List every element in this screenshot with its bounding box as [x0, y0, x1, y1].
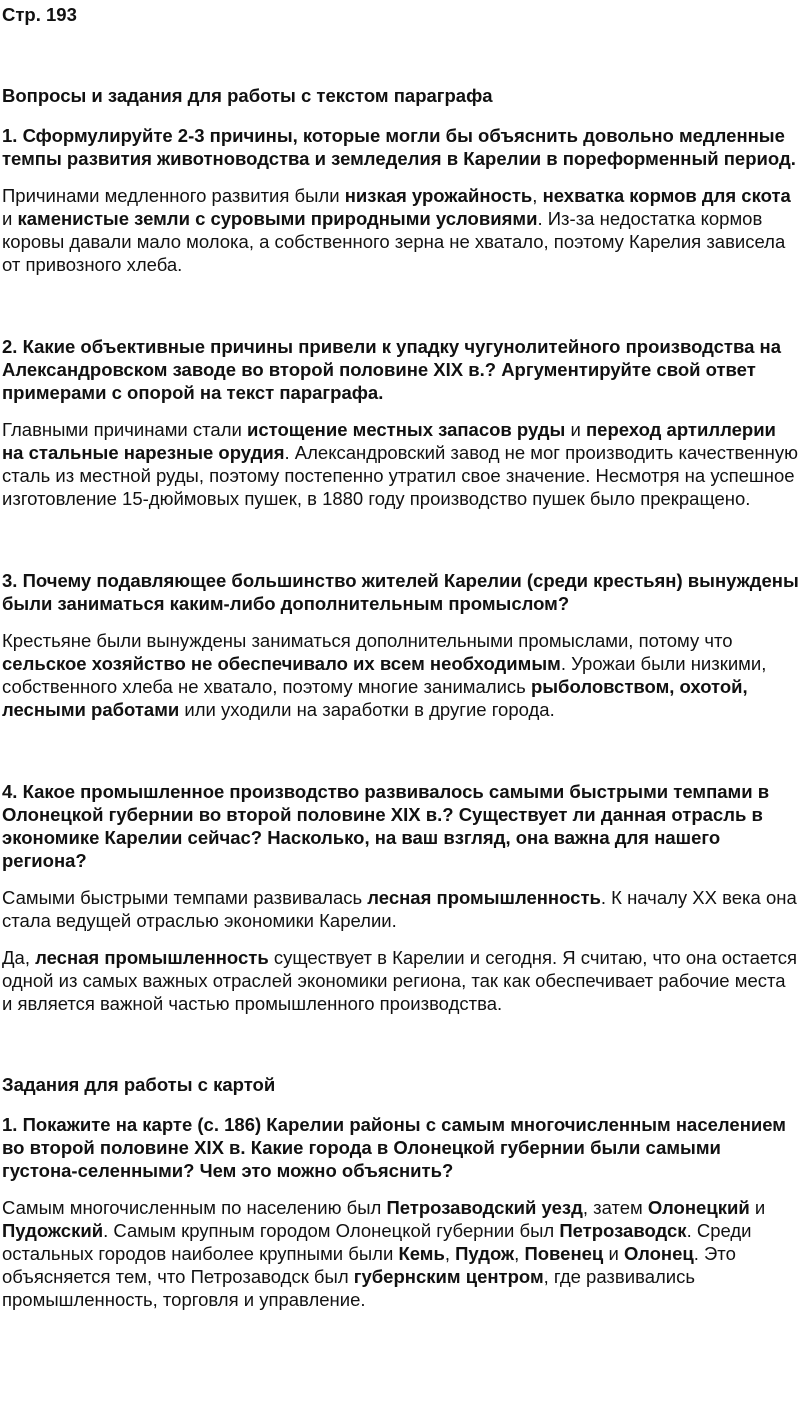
spacer	[2, 1182, 800, 1196]
answer-highlight: Петрозаводский уезд	[386, 1197, 583, 1218]
answer-text: и	[603, 1243, 624, 1264]
question-1: 1. Сформулируйте 2-3 причины, которые могли бы объяснить довольно медленные темпы развития животноводства и земледелия в Карелии в пореформенный период.	[2, 125, 796, 169]
spacer	[2, 1096, 800, 1113]
answer-text: . Урожаи были низкими, собственного хлеба не хватало, поэтому многие занимались	[2, 653, 767, 697]
answer-text: или уходили на заработки в другие города.	[179, 699, 555, 720]
answer-1	[2, 184, 800, 276]
answer-highlight: Пудожский	[2, 1220, 104, 1241]
question-4: 4. Какое промышленное производство развивалось самыми быстрыми темпами в Олонецкой губернии во второй половине XIX в.? Существует ли данная отрасль в экономике Карелии сейчас? Насколько, на ваш взгляд, она важна для нашего региона?	[2, 781, 770, 871]
answer-text: существует в Карелии и сегодня. Я считаю, что она остается одной из самых важных отраслей экономики региона, так как обеспечивает рабочие места и является важной частью промышленного производства.	[2, 947, 798, 1014]
answer-text: Самыми быстрыми темпами развивалась	[2, 887, 368, 908]
answer-highlight: Пудож	[455, 1243, 515, 1264]
spacer	[2, 932, 800, 946]
answer-highlight: Петрозаводск	[559, 1220, 687, 1241]
spacer	[2, 276, 800, 335]
answer-text: и	[565, 419, 586, 440]
answer-text: и	[2, 208, 18, 229]
answer-highlight: Олонец	[623, 1243, 694, 1264]
answer-2	[2, 418, 800, 510]
answer-text: Самым многочисленным по населению был	[2, 1197, 387, 1218]
answer-text: , где развивались промышленность, торговля и управление.	[2, 1266, 696, 1310]
answer-text: ,	[514, 1243, 525, 1264]
answer-text: . Это объясняется тем, что Петрозаводск был	[2, 1243, 736, 1287]
answer-text: Крестьяне были вынуждены заниматься дополнительными промыслами, потому что	[2, 630, 733, 651]
answer-text: Причинами медленного развития были	[2, 185, 345, 206]
answer-highlight: губернским центром	[353, 1266, 544, 1287]
answer-text: ,	[444, 1243, 456, 1264]
answer-highlight: низкая урожайность	[344, 185, 533, 206]
spacer	[2, 1015, 800, 1074]
answer-highlight: лесная промышленность	[367, 887, 601, 908]
spacer	[2, 107, 800, 124]
answer-3	[2, 629, 800, 721]
answer-text: . Самым крупным городом Олонецкой губернии был	[103, 1220, 560, 1241]
spacer	[2, 872, 800, 886]
answer-highlight: нехватка кормов для скота	[542, 185, 791, 206]
answer-text: Да,	[2, 947, 36, 968]
spacer	[2, 510, 800, 569]
map-question-1: 1. Покажите на карте (с. 186) Карелии районы с самым многочисленным населением во второй половине XIX в. Какие города в Олонецкой губернии были самыми густона-селенными? Чем это можно объяснить?	[2, 1114, 786, 1181]
answer-text: Главными причинами стали	[2, 419, 247, 440]
question-3: 3. Почему подавляющее большинство жителей Карелии (среди крестьян) вынуждены были заниматься каким-либо дополнительным промыслом?	[2, 570, 799, 614]
map-answer-1	[2, 1196, 800, 1311]
spacer	[2, 170, 800, 184]
spacer	[2, 615, 800, 629]
answer-highlight: Кемь	[398, 1243, 445, 1264]
answer-highlight: Повенец	[524, 1243, 604, 1264]
spacer	[2, 721, 800, 780]
page-number: Стр. 193	[2, 4, 77, 25]
answer-text: . Из-за недостатка кормов коровы давали мало молока, а собственного зерна не хватало, поэтому Карелия зависела от привозного хлеба.	[2, 208, 786, 275]
answer-highlight: рыболовством, охотой, лесными работами	[2, 676, 748, 720]
answer-text: . К началу XX века она стала ведущей отраслью экономики Карелии.	[2, 887, 797, 931]
answer-highlight: переход артиллерии на стальные нарезные орудия	[2, 419, 776, 463]
answer-highlight: Олонецкий	[647, 1197, 750, 1218]
spacer	[2, 404, 800, 418]
spacer	[2, 26, 800, 85]
answer-4-paragraph-2	[2, 946, 800, 1015]
section-title-text-tasks: Вопросы и задания для работы с текстом параграфа	[2, 85, 493, 106]
answer-highlight: каменистые земли с суровыми природными условиями	[17, 208, 538, 229]
answer-highlight: сельское хозяйство не обеспечивало их всем необходимым	[2, 653, 561, 674]
answer-text: , затем	[582, 1197, 648, 1218]
section-title-map-tasks: Задания для работы с картой	[2, 1074, 276, 1095]
answer-4-paragraph-1	[2, 886, 800, 932]
answer-highlight: лесная промышленность	[35, 947, 269, 968]
answer-highlight: истощение местных запасов руды	[246, 419, 566, 440]
answer-text: . Александровский завод не мог производить качественную сталь из местной руды, поэтому постепенно утратил свое значение. Несмотря на успешное изготовление 15-дюймовых пушек, в 1880 году производство пушек было прекращено.	[2, 442, 798, 509]
answer-text: . Среди остальных городов наиболее крупными были	[2, 1220, 752, 1264]
answer-text: ,	[532, 185, 543, 206]
answer-text: и	[749, 1197, 766, 1218]
question-2: 2. Какие объективные причины привели к упадку чугунолитейного производства на Александровском заводе во второй половине XIX в.? Аргументируйте свой ответ примерами с опорой на текст параграфа.	[2, 336, 782, 403]
